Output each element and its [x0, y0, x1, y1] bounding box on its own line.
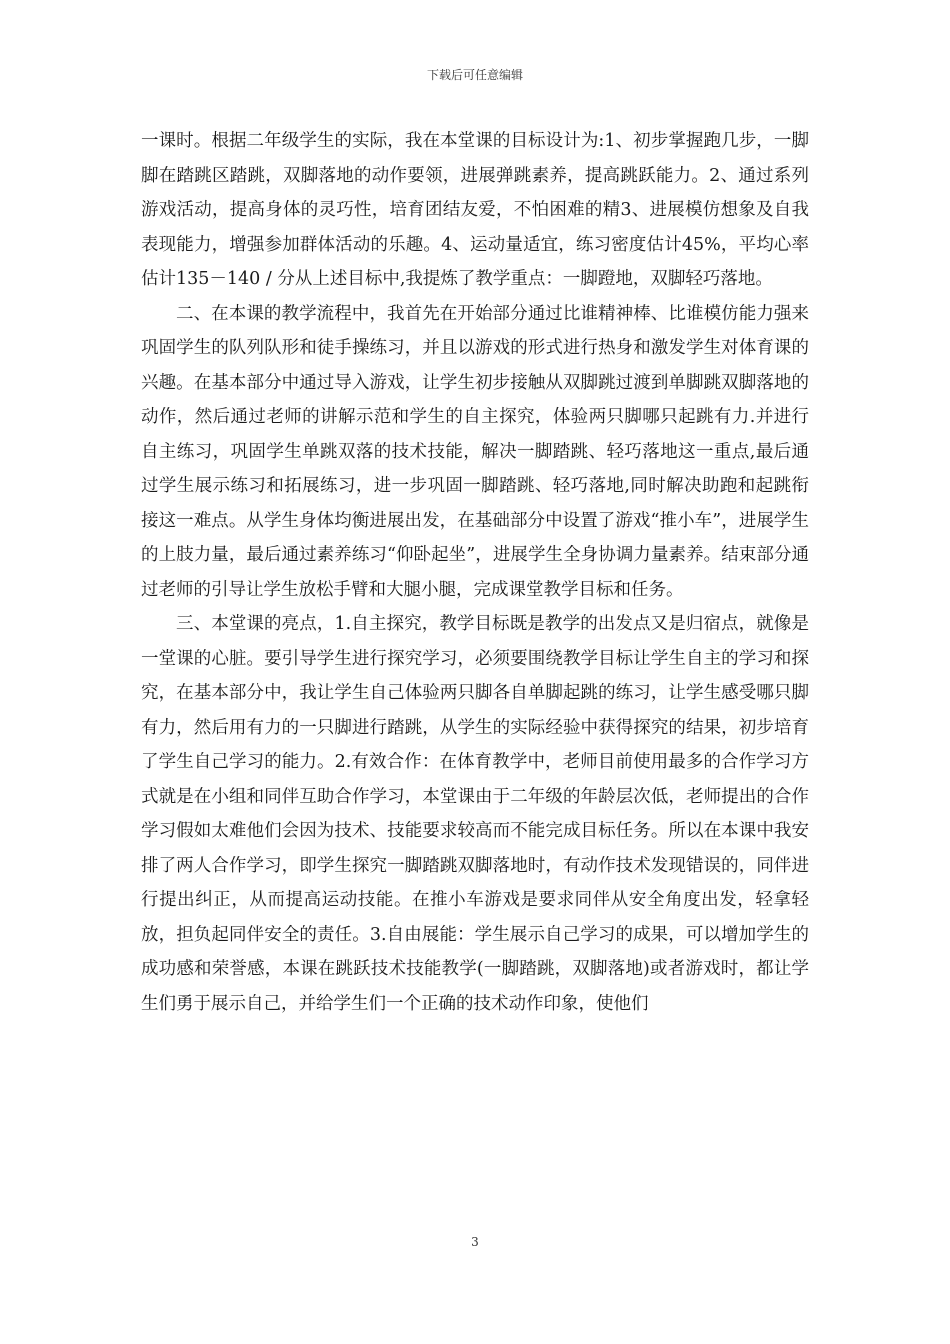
document-body — [141, 124, 809, 1021]
page-header: 下载后可任意编辑 — [426, 68, 523, 82]
paragraph-highlights: 三、本堂课的亮点，1.自主探究，教学目标既是教学的出发点又是归宿点，就像是一堂课的心脏。要引导学生进行探究学习，必须要围绕教学目标让学生自主的学习和探究，在基本部分中，我让学生自己体验两只脚各自单脚起跳的练习，让学生感受哪只脚有力，然后用有力的一只脚进行踏跳，从学生的实际经验中获得探究的结果，初步培育了学生自己学习的能力。2.有效合作：在体育教学中，老师目前使用最多的合作学习方式就是在小组和同伴互助合作学习，本堂课由于二年级的年龄层次低，老师提出的合作学习假如太难他们会因为技术、技能要求较高而不能完成目标任务。所以在本课中我安排了两人合作学习，即学生探究一脚踏跳双脚落地时，有动作技术发现错误的，同伴进行提出纠正，从而提高运动技能。在推小车游戏是要求同伴从安全角度出发，轻拿轻放，担负起同伴安全的责任。3.自由展能：学生展示自己学习的成果，可以增加学生的成功感和荣誉感，本课在跳跃技术技能教学(一脚踏跳，双脚落地)或者游戏时，都让学生们勇于展示自己，并给学生们一个正确的技术动作印象，使他们 — [141, 614, 809, 1014]
page-number: 3 — [471, 1235, 479, 1249]
paragraph-objectives: 一课时。根据二年级学生的实际，我在本堂课的目标设计为:1、初步掌握跑几步，一脚脚在踏跳区踏跳，双脚落地的动作要领，进展弹跳素养，提高跳跃能力。2、通过系列游戏活动，提高身体的灵巧性，培育团结友爱，不怕困难的精3、进展模仿想象及自我表现能力，增强参加群体活动的乐趣。4、运动量适宜，练习密度估计45%，平均心率估计135－140 / 分从上述目标中,我提炼了教学重点：一脚蹬地，双脚轻巧落地。 — [141, 131, 809, 289]
paragraph-teaching-process: 二、在本课的教学流程中，我首先在开始部分通过比谁精神棒、比谁模仿能力强来巩固学生的队列队形和徒手操练习，并且以游戏的形式进行热身和激发学生对体育课的兴趣。在基本部分中通过导入游戏，让学生初步接触从双脚跳过渡到单脚跳双脚落地的动作，然后通过老师的讲解示范和学生的自主探究，体验两只脚哪只起跳有力.并进行自主练习，巩固学生单跳双落的技术技能，解决一脚踏跳、轻巧落地这一重点,最后通过学生展示练习和拓展练习，进一步巩固一脚踏跳、轻巧落地,同时解决助跑和起跳衔接这一难点。从学生身体均衡进展出发，在基础部分中设置了游戏“推小车”，进展学生的上肢力量，最后通过素养练习“仰卧起坐”，进展学生全身协调力量素养。结束部分通过老师的引导让学生放松手臂和大腿小腿，完成课堂教学目标和任务。 — [141, 303, 809, 600]
